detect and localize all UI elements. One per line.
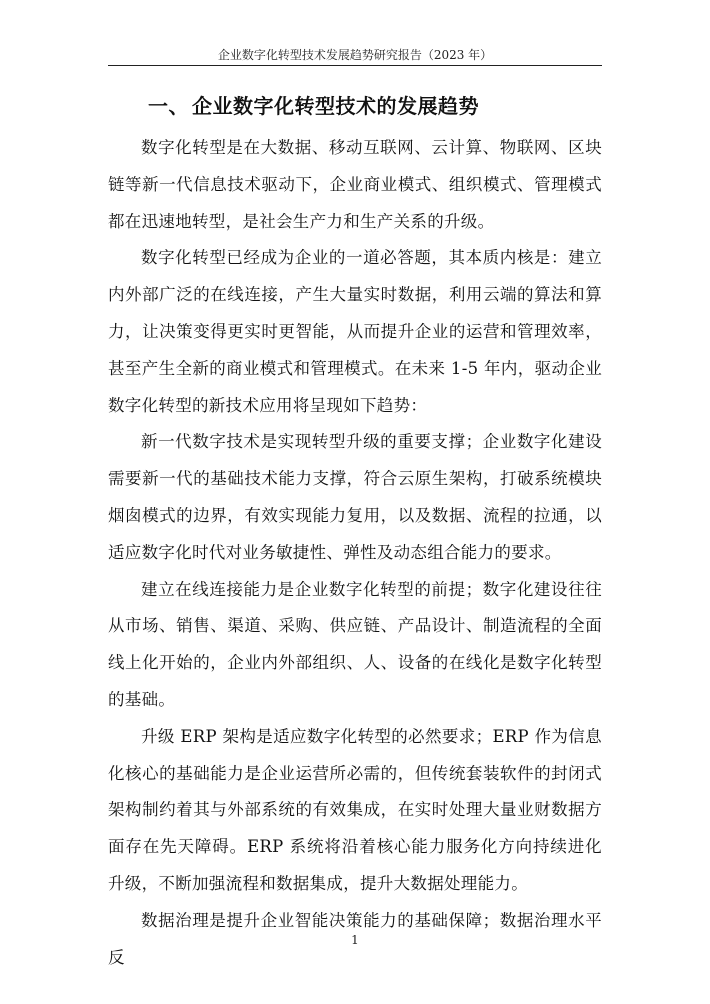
body-text [108, 130, 602, 976]
section-title: 企业数字化转型技术的发展趋势 [192, 94, 479, 118]
paragraph-4: 建立在线连接能力是企业数字化转型的前提；数字化建设往往从市场、销售、渠道、采购、供应链、产品设计、制造流程的全面线上化开始的，企业内外部组织、人、设备的在线化是数字化转型的基础。 [108, 579, 602, 709]
page-number: 1 [351, 933, 359, 947]
header-rule [108, 65, 602, 66]
paragraph-1: 数字化转型是在大数据、移动互联网、云计算、物联网、区块链等新一代信息技术驱动下，企业商业模式、组织模式、管理模式都在迅速地转型，是社会生产力和生产关系的升级。 [108, 138, 602, 231]
paragraph-3: 新一代数字技术是实现转型升级的重要支撑；企业数字化建设需要新一代的基础技术能力支撑，符合云原生架构，打破系统模块烟囱模式的边界，有效实现能力复用，以及数据、流程的拉通，以适应数字化时代对业务敏捷性、弹性及动态组合能力的要求。 [108, 432, 602, 562]
running-header: 企业数字化转型技术发展趋势研究报告（2023 年） [217, 48, 493, 62]
paragraph-5: 升级 ERP 架构是适应数字化转型的必然要求；ERP 作为信息化核心的基础能力是企业运营所必需的，但传统套装软件的封闭式架构制约着其与外部系统的有效集成，在实时处理大量业财数据方面存在先天障碍。ERP 系统将沿着核心能力服务化方向持续进化升级，不断加强流程和数据集成，提升大数据处理能力。 [108, 726, 602, 893]
paragraph-2: 数字化转型已经成为企业的一道必答题，其本质内核是：建立内外部广泛的在线连接，产生大量实时数据，利用云端的算法和算力，让决策变得更实时更智能，从而提升企业的运营和管理效率，甚至产生全新的商业模式和管理模式。在未来 1-5 年内，驱动企业数字化转型的新技术应用将呈现如下趋势： [108, 248, 602, 415]
section-heading [148, 91, 479, 121]
section-number: 一、 [148, 94, 189, 118]
paragraph-6: 数据治理是提升企业智能决策能力的基础保障；数据治理水平反 [108, 910, 602, 967]
